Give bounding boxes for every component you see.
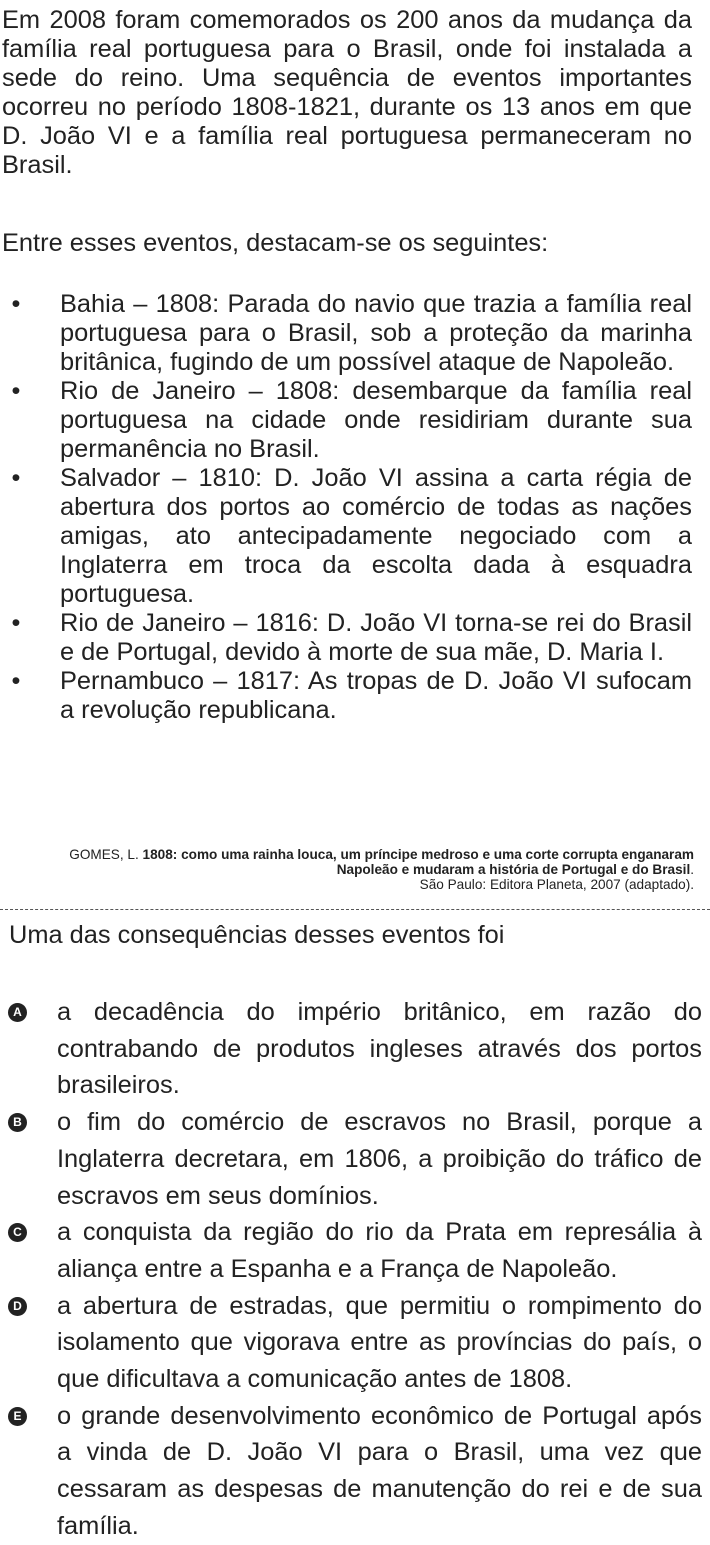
answer-option-text: a abertura de estradas, que permitiu o rompimento do isolamento que vigorava entre as províncias do país, o que dificultava a comunicação antes de 1808. (57, 1291, 702, 1394)
answer-option-text: o fim do comércio de escravos no Brasil, porque a Inglaterra decretara, em 1806, a proibição do tráfico de escravos em seus domínios. (57, 1108, 702, 1210)
source-author: GOMES, L. (69, 847, 143, 862)
question-stem: Uma das consequências desses eventos foi (9, 921, 505, 949)
bullet-icon: • (11, 290, 21, 318)
answer-option-d[interactable] (0, 1288, 702, 1398)
intro-paragraph: Em 2008 foram comemorados os 200 anos da mudança da família real portuguesa para o Brasil, onde foi instalada a sede do reino. Uma sequência de eventos importantes ocorreu no período 1808-1821, durante os 13 anos em que D. João VI e a família real portuguesa permaneceram no Brasil. (2, 6, 692, 179)
bullet-icon: • (11, 609, 21, 637)
letter-b-icon: B (8, 1113, 27, 1132)
letter-d-icon: D (8, 1297, 27, 1316)
bullet-icon: • (11, 464, 21, 492)
answer-option-b[interactable] (0, 1104, 702, 1214)
answer-option-text: a conquista da região do rio da Prata em represália à aliança entre a Espanha e a França de Napoleão. (57, 1218, 702, 1283)
source-period: . (690, 862, 694, 877)
answer-option-e[interactable] (0, 1398, 702, 1545)
event-item (0, 377, 692, 464)
source-title: 1808: como uma rainha louca, um príncipe medroso e uma corte corrupta enganaram Napoleão e mudaram a história de Portugal e do Brasil (142, 847, 694, 877)
event-text: Rio de Janeiro – 1816: D. João VI torna-se rei do Brasil e de Portugal, devido à morte de sua mãe, D. Maria I. (60, 609, 692, 666)
event-text: Salvador – 1810: D. João VI assina a carta régia de abertura dos portos ao comércio de todas as nações amigas, ato antecipadamente negociado com a Inglaterra em troca da escolta dada à esquadra portuguesa. (60, 464, 692, 608)
bullet-icon: • (11, 377, 21, 405)
answer-option-a[interactable] (0, 994, 702, 1104)
event-text: Rio de Janeiro – 1808: desembarque da família real portuguesa na cidade onde residiriam durante sua permanência no Brasil. (60, 377, 692, 463)
letter-c-icon: C (8, 1223, 27, 1242)
letter-e-icon: E (8, 1407, 27, 1426)
answer-option-c[interactable] (0, 1214, 702, 1287)
bullet-icon: • (11, 667, 21, 695)
source-publisher: São Paulo: Editora Planeta, 2007 (adaptado). (419, 877, 694, 892)
event-item (0, 290, 692, 377)
event-text: Pernambuco – 1817: As tropas de D. João VI sufocam a revolução republicana. (60, 667, 692, 724)
event-item (0, 464, 692, 609)
source-citation (14, 847, 694, 892)
event-item (0, 667, 692, 725)
letter-a-icon: A (8, 1003, 27, 1022)
answer-option-text: a decadência do império britânico, em razão do contrabando de produtos ingleses através dos portos brasileiros. (57, 998, 702, 1100)
event-text: Bahia – 1808: Parada do navio que trazia a família real portuguesa para o Brasil, sob a proteção da marinha britânica, fugindo de um possível ataque de Napoleão. (60, 290, 692, 376)
answer-option-text: o grande desenvolvimento econômico de Portugal após a vinda de D. João VI para o Brasil, uma vez que cessaram as despesas de manutenção do rei e de sua família. (57, 1401, 702, 1540)
answer-options (0, 994, 702, 1545)
events-list (0, 290, 692, 725)
dashed-divider (0, 909, 710, 910)
events-lead: Entre esses eventos, destacam-se os seguintes: (2, 229, 549, 257)
event-item (0, 609, 692, 667)
